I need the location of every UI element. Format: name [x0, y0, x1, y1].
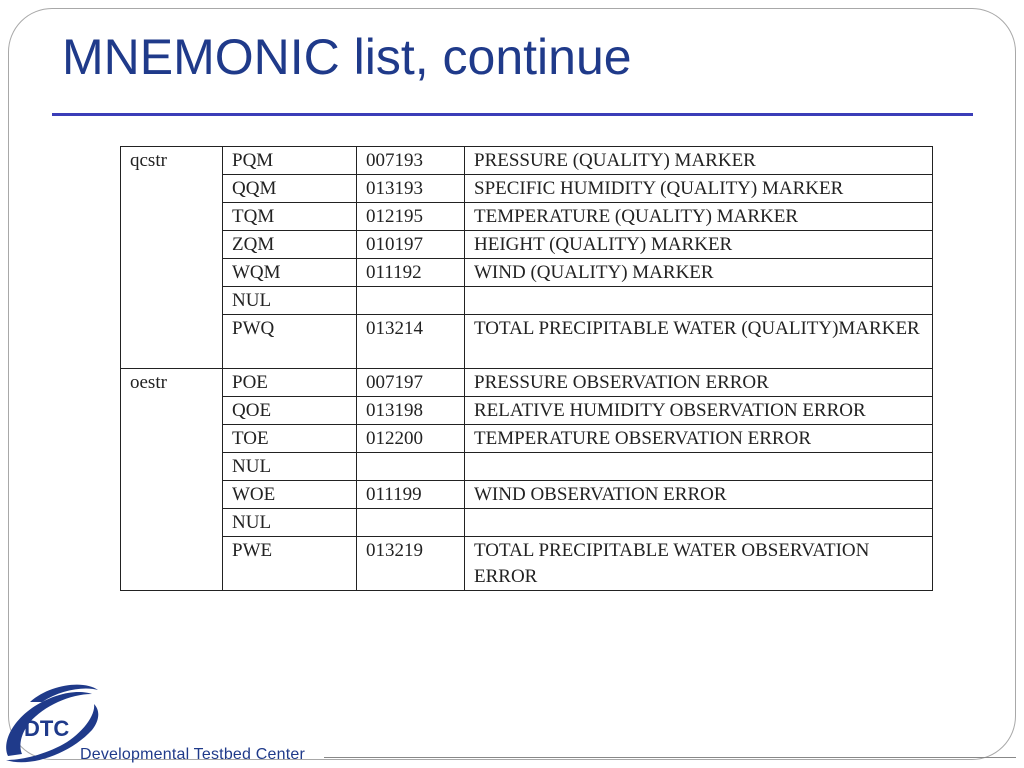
code-cell: 011199 — [357, 481, 465, 509]
desc-cell: WIND OBSERVATION ERROR — [465, 481, 933, 509]
mnemonic-table — [120, 146, 933, 591]
table-row — [121, 509, 933, 537]
code-cell — [357, 287, 465, 315]
title-divider — [52, 113, 973, 116]
desc-cell: PRESSURE (QUALITY) MARKER — [465, 147, 933, 175]
code-cell — [357, 509, 465, 537]
code-cell: 010197 — [357, 231, 465, 259]
table-row — [121, 287, 933, 315]
mnem-cell: PQM — [223, 147, 357, 175]
mnem-cell: PWQ — [223, 315, 357, 369]
table-row — [121, 147, 933, 175]
desc-cell: HEIGHT (QUALITY) MARKER — [465, 231, 933, 259]
mnem-cell: POE — [223, 369, 357, 397]
table-row — [121, 203, 933, 231]
code-cell — [357, 453, 465, 481]
table-row — [121, 425, 933, 453]
code-cell: 013219 — [357, 537, 465, 591]
table-row — [121, 175, 933, 203]
desc-cell: SPECIFIC HUMIDITY (QUALITY) MARKER — [465, 175, 933, 203]
desc-cell — [465, 453, 933, 481]
mnem-cell: NUL — [223, 453, 357, 481]
mnem-cell: TQM — [223, 203, 357, 231]
desc-cell: TEMPERATURE (QUALITY) MARKER — [465, 203, 933, 231]
desc-cell: PRESSURE OBSERVATION ERROR — [465, 369, 933, 397]
desc-cell: TOTAL PRECIPITABLE WATER (QUALITY)MARKER — [465, 315, 933, 369]
desc-cell: WIND (QUALITY) MARKER — [465, 259, 933, 287]
table-row — [121, 369, 933, 397]
footer-divider — [324, 757, 1016, 758]
mnem-cell: PWE — [223, 537, 357, 591]
table-row — [121, 315, 933, 369]
mnem-cell: NUL — [223, 509, 357, 537]
page-title: MNEMONIC list, continue — [62, 29, 632, 85]
table-row — [121, 259, 933, 287]
desc-cell — [465, 509, 933, 537]
table-row — [121, 397, 933, 425]
group-cell: qcstr — [121, 147, 223, 369]
code-cell: 007193 — [357, 147, 465, 175]
table-row — [121, 231, 933, 259]
mnem-cell: QQM — [223, 175, 357, 203]
table-row — [121, 453, 933, 481]
logo-name: Developmental Testbed Center — [80, 746, 305, 763]
desc-cell — [465, 287, 933, 315]
mnem-cell: TOE — [223, 425, 357, 453]
desc-cell: TOTAL PRECIPITABLE WATER OBSERVATION ERROR — [465, 537, 933, 591]
code-cell: 012195 — [357, 203, 465, 231]
desc-cell: RELATIVE HUMIDITY OBSERVATION ERROR — [465, 397, 933, 425]
group-cell: oestr — [121, 369, 223, 591]
code-cell: 012200 — [357, 425, 465, 453]
mnem-cell: NUL — [223, 287, 357, 315]
desc-cell: TEMPERATURE OBSERVATION ERROR — [465, 425, 933, 453]
code-cell: 011192 — [357, 259, 465, 287]
table-row — [121, 537, 933, 591]
logo-abbreviation: DTC — [24, 716, 70, 741]
mnem-cell: ZQM — [223, 231, 357, 259]
table-body — [121, 147, 933, 591]
table-row — [121, 481, 933, 509]
code-cell: 013193 — [357, 175, 465, 203]
code-cell: 013214 — [357, 315, 465, 369]
mnem-cell: QOE — [223, 397, 357, 425]
mnem-cell: WOE — [223, 481, 357, 509]
code-cell: 013198 — [357, 397, 465, 425]
code-cell: 007197 — [357, 369, 465, 397]
mnem-cell: WQM — [223, 259, 357, 287]
